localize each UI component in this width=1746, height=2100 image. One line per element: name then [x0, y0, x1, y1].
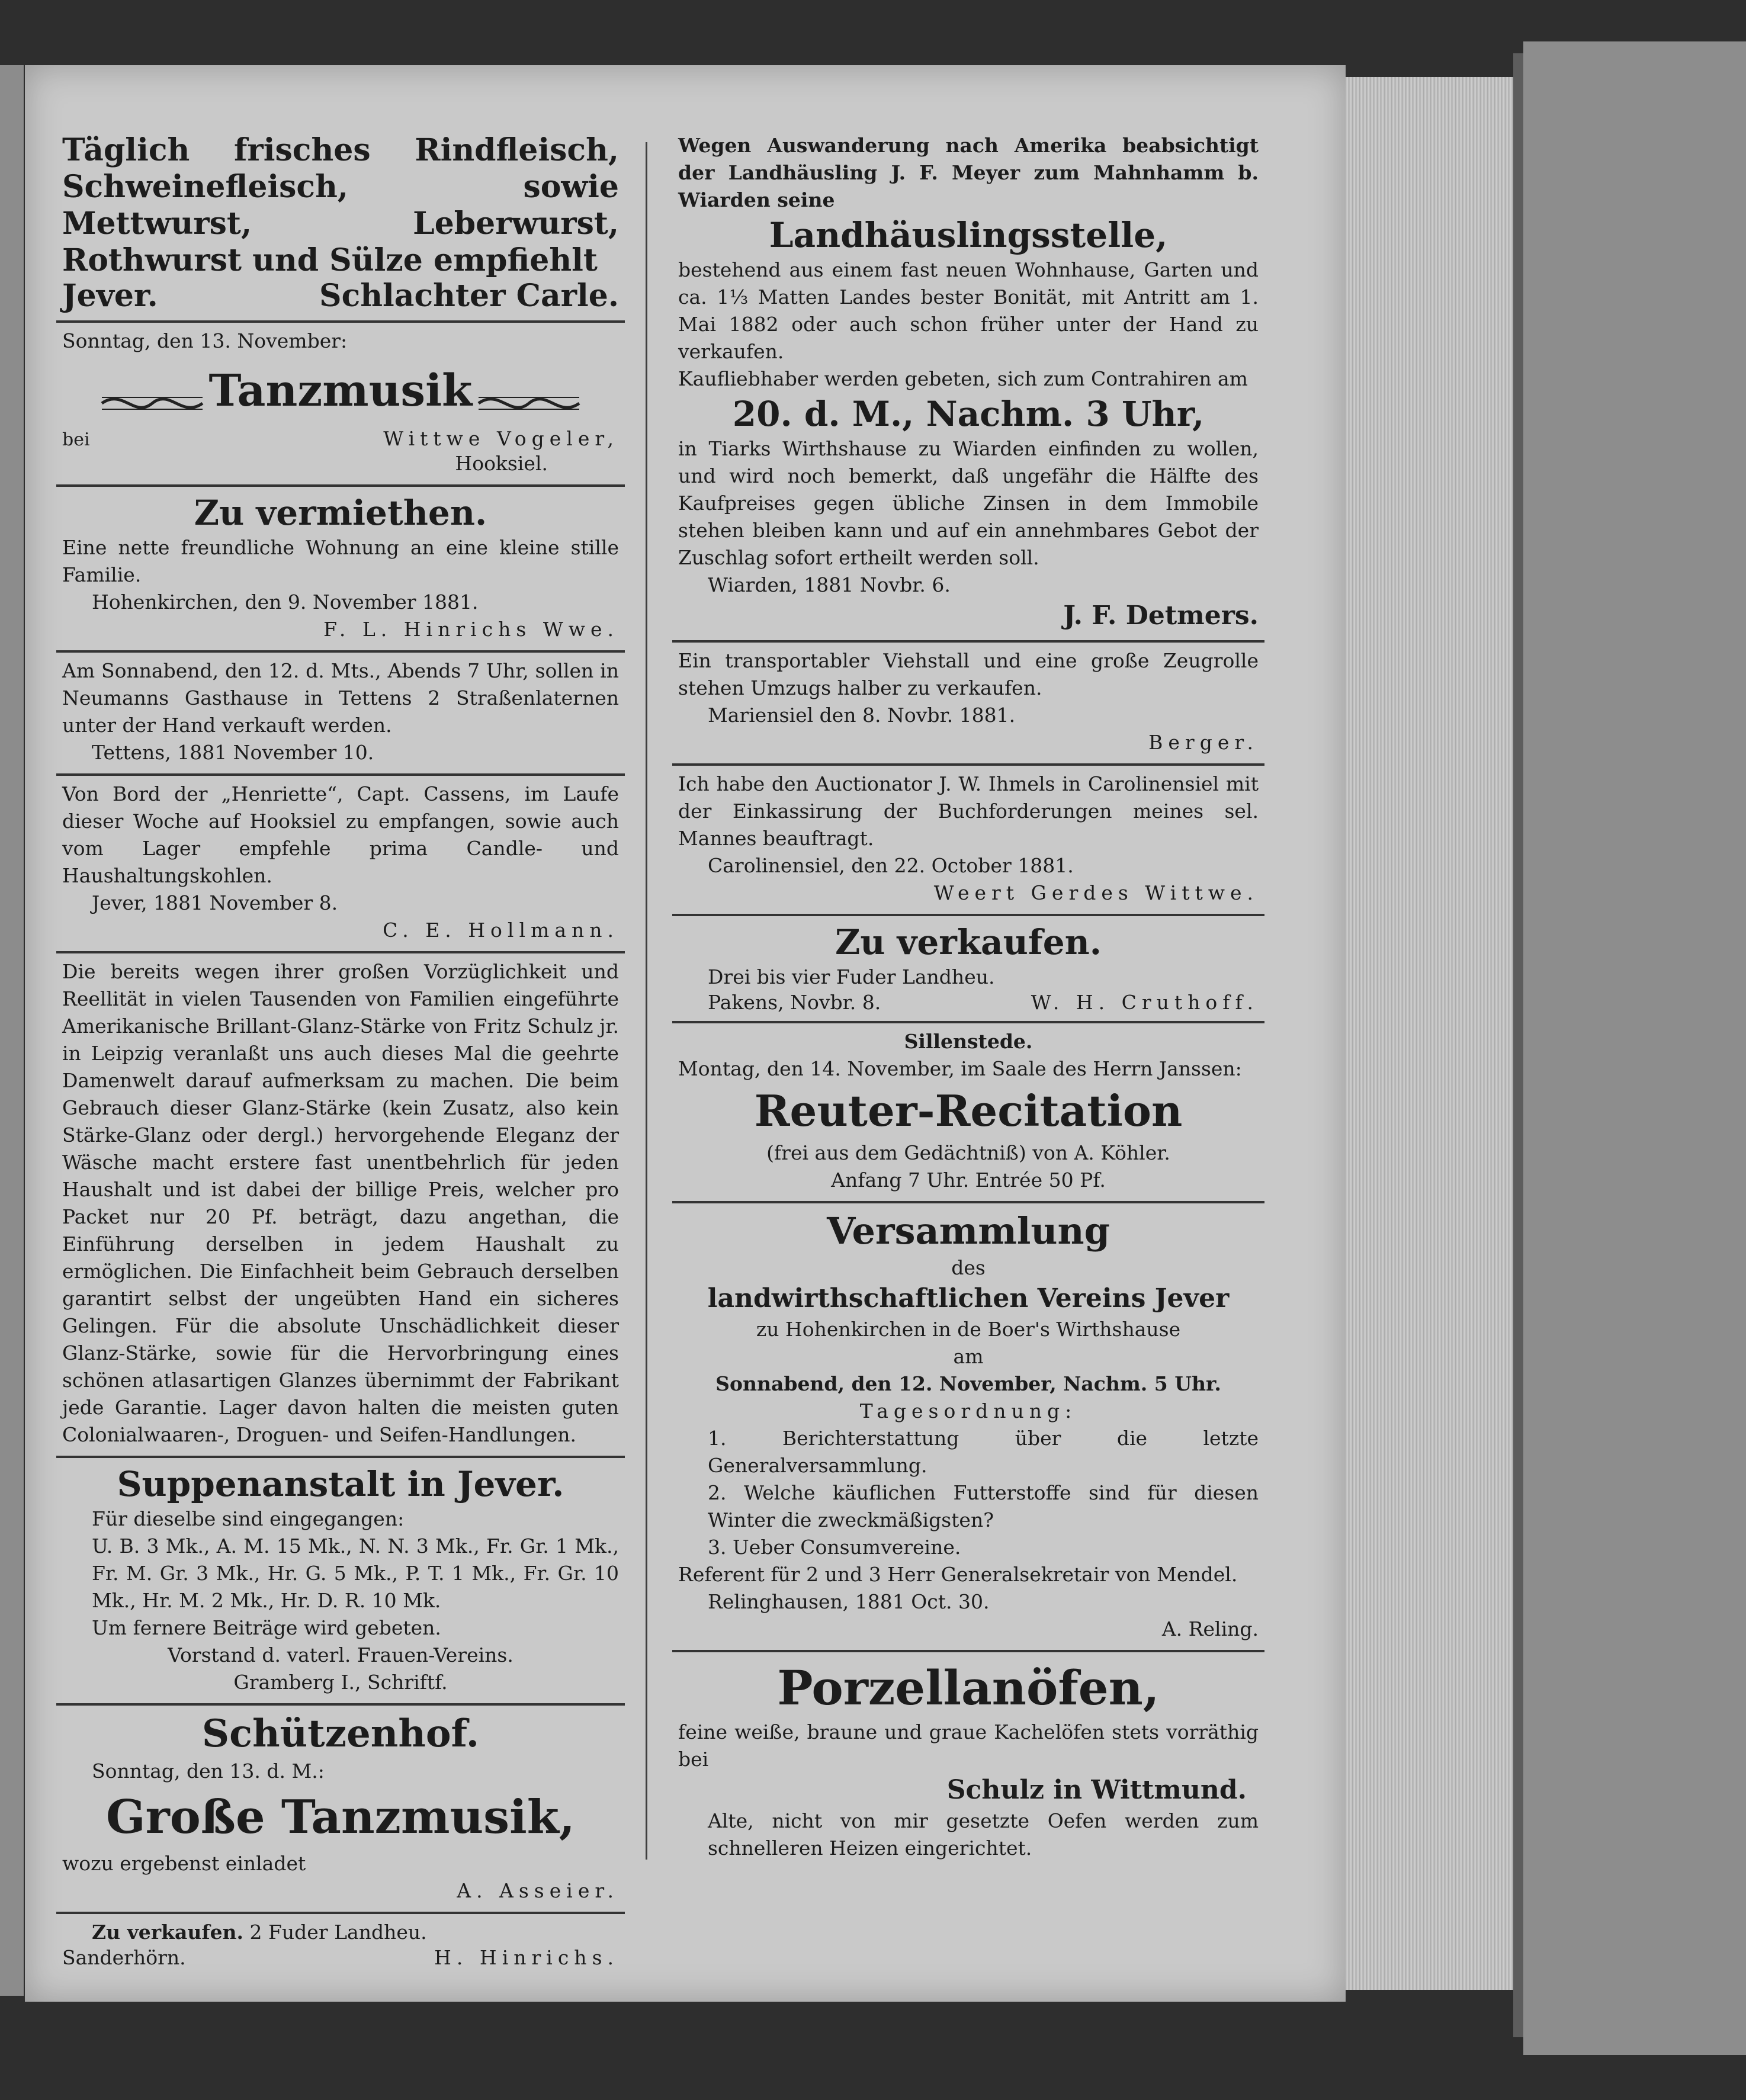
verkaufen-text: Drei bis vier Fuder Landheu.: [708, 965, 995, 988]
versammlung-ort: zu Hohenkirchen in de Boer's Wirthshause: [756, 1318, 1181, 1341]
kohlen-signer: C. E. Hollmann.: [383, 919, 619, 942]
left-column: [56, 127, 625, 1976]
tanz1-place: Hooksiel.: [455, 452, 548, 475]
schuetzenhof-invite: wozu ergebenst einladet: [62, 1852, 306, 1875]
tanz1-title: Tanzmusik: [208, 365, 473, 416]
verkaufen-signer: W. H. Cruthoff.: [1031, 991, 1259, 1014]
schuetzenhof-date: Sonntag, den 13. d. M.:: [92, 1759, 325, 1783]
versammlung-am: am: [953, 1345, 984, 1368]
viehstall-text: Ein transportabler Viehstall und eine große Zeugrolle stehen Umzugs halber zu verkaufen.: [678, 649, 1259, 699]
kohlen-date: Jever, 1881 November 8.: [92, 891, 338, 914]
right-column: [672, 127, 1264, 1869]
auswanderung-date: 20. d. M., Nachm. 3 Uhr,: [732, 394, 1205, 434]
schuetzenhof-event: Große Tanzmusik,: [106, 1790, 575, 1844]
staerke-text: Die bereits wegen ihrer großen Vorzüglichkeit und Reellität in vielen Tausenden von Familien eingeführte Amerikanische Brillant-Glanz-Stärke von Fritz Schulz jr. in Leipzig veranlaßt uns auch dieses Mal die geehrte Damenwelt darauf aufmerksam zu machen. Die beim Gebrauch dieser Glanz-Stärke (kein Zusatz, also kein Stärke-Glanz oder dergl.) hervorgehende Eleganz der Wäsche macht erstere fast unentbehrlich für jeden Haushalt und ist dabei der billige Preis, welcher pro Packet nur 20 Pf. beträgt, dazu angethan, die Einführung derselben in jedem Haushalt zu ermöglichen. Die Einfachheit beim Gebrauch derselben garantirt selbst der ungeübten Hand ein sicheres Gelingen. Für die absolute Unschädlichkeit dieser Glanz-Stärke, sowie für die Hervorbringung eines schönen atlasartigen Glanzes übernimmt der Fabrikant jede Garantie. Lager davon halten die meisten guten Colonialwaaren-, Droguen- und Seifen-Handlungen.: [62, 960, 619, 1446]
ad-landheu-sanderhoern: [56, 1914, 625, 1976]
tanz1-date: Sonntag, den 13. November:: [62, 329, 348, 352]
tanz1-host: Wittwe Vogeler,: [383, 427, 619, 450]
auctionator-text: Ich habe den Auctionator J. W. Ihmels in Carolinensiel mit der Einkassirung der Buchforderungen meines sel. Mannes beauftragt.: [678, 772, 1259, 850]
vermiethen-text: Eine nette freundliche Wohnung an eine kleine stille Familie.: [62, 536, 619, 586]
versammlung-date: Sonnabend, den 12. November, Nachm. 5 Uhr.: [715, 1372, 1221, 1395]
suppe-donations: U. B. 3 Mk., A. M. 15 Mk., N. N. 3 Mk., Fr. Gr. 1 Mk., Fr. M. Gr. 3 Mk., Hr. G. 5 Mk., P. T. 1 Mk., Fr. Gr. 10 Mk., Hr. M. 2 Mk., Hr. D. R. 10 Mk.: [92, 1534, 619, 1612]
viehstall-signer: Berger.: [1148, 731, 1259, 754]
auswanderung-text3: Kaufliebhaber werden gebeten, sich zum Contrahiren am: [678, 367, 1248, 390]
reuter-place: Sillenstede.: [904, 1030, 1033, 1053]
ornament-left-icon: [99, 386, 206, 421]
landheu-place: Sanderhörn.: [62, 1946, 186, 1969]
versammlung-referent: Referent für 2 und 3 Herr Generalsekretair von Mendel.: [678, 1563, 1238, 1586]
book-cover: [1523, 41, 1746, 2055]
porzellan-title: Porzellanöfen,: [777, 1660, 1160, 1716]
ad-viehstall: [672, 643, 1264, 766]
ad-kohlen: [56, 776, 625, 953]
ad-butcher: [56, 127, 625, 323]
versammlung-verein: landwirthschaftlichen Vereins Jever: [707, 1283, 1230, 1314]
auswanderung-place: Wiarden, 1881 Novbr. 6.: [708, 573, 951, 596]
schuetzenhof-signer: A. Asseier.: [457, 1879, 619, 1902]
auswanderung-signer: J. F. Detmers.: [1063, 601, 1259, 631]
porzellan-note: Alte, nicht von mir gesetzte Oefen werden zum schnelleren Heizen eingerichtet.: [708, 1809, 1259, 1860]
ad-reuter-recitation: [672, 1023, 1264, 1203]
suppe-line4: Gramberg I., Schriftf.: [233, 1671, 448, 1694]
viehstall-date: Mariensiel den 8. Novbr. 1881.: [708, 704, 1016, 727]
column-divider: [646, 142, 647, 1860]
auswanderung-text4: in Tiarks Wirthshause zu Wiarden einfinden zu wollen, und wird noch bemerkt, daß ungefähr die Hälfte des Kaufpreises gegen übliche Zinsen in dem Immobile stehen bleiben kann und auf ein annehmbares Gebot der Zuschlag sofort ertheilt werden soll.: [678, 437, 1259, 569]
reuter-title: Reuter-Recitation: [754, 1086, 1183, 1136]
ad-zu-verkaufen-landheu: [672, 916, 1264, 1023]
ad-suppenanstalt: [56, 1458, 625, 1706]
tanz1-bei: bei: [62, 429, 90, 450]
ad-strassenlaternen: [56, 653, 625, 776]
ornament-right-icon: [476, 386, 582, 421]
verkaufen-place: Pakens, Novbr. 8.: [708, 991, 881, 1014]
ad-schuetzenhof: [56, 1706, 625, 1914]
kohlen-text: Von Bord der „Henriette“, Capt. Cassens, im Laufe dieser Woche auf Hooksiel zu empfangen, sowie auch vom Lager empfehle prima Candle- und Haushaltungskohlen.: [62, 782, 619, 887]
butcher-place: Jever.: [62, 278, 158, 314]
verkaufen-title: Zu verkaufen.: [835, 922, 1102, 962]
landheu-lead: Zu verkaufen.: [92, 1921, 244, 1944]
reuter-time: Anfang 7 Uhr. Entrée 50 Pf.: [831, 1168, 1106, 1192]
butcher-text: Täglich frisches Rindfleisch, Schweinefleisch, sowie Mettwurst, Leberwurst, Rothwurst und Sülze empfiehlt: [62, 132, 619, 278]
ad-tanzmusik-vogeler: [56, 323, 625, 487]
auswanderung-text2: bestehend aus einem fast neuen Wohnhause, Garten und ca. 1⅓ Matten Landes bester Bonität, mit Antritt am 1. Mai 1882 oder auch schon früher unter der Hand zu verkaufen.: [678, 258, 1259, 363]
book-page-edges: [1346, 77, 1523, 1990]
porzellan-text: feine weiße, braune und graue Kachelöfen stets vorräthig bei: [678, 1720, 1259, 1771]
suppe-title: Suppenanstalt in Jever.: [117, 1464, 564, 1504]
versammlung-title: Versammlung: [827, 1209, 1110, 1253]
ad-porzellanoefen: [672, 1652, 1264, 1869]
previous-page-edge: [0, 65, 24, 1996]
auctionator-date: Carolinensiel, den 22. October 1881.: [708, 854, 1074, 877]
porzellan-firm: Schulz in Wittmund.: [946, 1775, 1247, 1805]
reuter-sub: (frei aus dem Gedächtniß) von A. Köhler.: [766, 1141, 1170, 1164]
ad-zu-vermiethen: [56, 487, 625, 653]
landheu-text: 2 Fuder Landheu.: [249, 1921, 427, 1944]
auctionator-signer: Weert Gerdes Wittwe.: [933, 881, 1259, 904]
agenda-item: 3. Ueber Consumvereine.: [708, 1536, 961, 1559]
schuetzenhof-title: Schützenhof.: [201, 1712, 480, 1756]
auswanderung-text1: Wegen Auswanderung nach Amerika beabsichtigt der Landhäusling J. F. Meyer zum Mahnhamm b. Wiarden seine: [678, 134, 1259, 211]
auswanderung-title: Landhäuslingsstelle,: [769, 215, 1168, 255]
versammlung-des: des: [951, 1256, 986, 1279]
versammlung-date2: Relinghausen, 1881 Oct. 30.: [708, 1590, 990, 1613]
ad-versammlung: [672, 1203, 1264, 1652]
ad-landhaeuslingsstelle: [672, 127, 1264, 643]
versammlung-signer: A. Reling.: [1161, 1617, 1259, 1640]
ad-glanzstaerke: [56, 953, 625, 1458]
laternen-text: Am Sonnabend, den 12. d. Mts., Abends 7 Uhr, sollen in Neumanns Gasthause in Tettens 2 Straßenlaternen unter der Hand verkauft werden.: [62, 659, 619, 737]
vermiethen-date: Hohenkirchen, den 9. November 1881.: [92, 590, 479, 614]
butcher-name: Schlachter Carle.: [319, 278, 619, 314]
ad-auctionator: [672, 766, 1264, 916]
vermiethen-signer: F. L. Hinrichs Wwe.: [323, 618, 619, 641]
agenda-item: 2. Welche käuflichen Futterstoffe sind für diesen Winter die zweckmäßigsten?: [708, 1481, 1259, 1531]
suppe-line2: Um fernere Beiträge wird gebeten.: [92, 1616, 441, 1639]
suppe-line1: Für dieselbe sind eingegangen:: [92, 1507, 405, 1530]
reuter-text: Montag, den 14. November, im Saale des Herrn Janssen:: [678, 1057, 1242, 1080]
suppe-line3: Vorstand d. vaterl. Frauen-Vereins.: [168, 1643, 513, 1666]
versammlung-agenda-title: Tagesordnung:: [859, 1399, 1077, 1423]
laternen-date: Tettens, 1881 November 10.: [92, 741, 374, 764]
vermiethen-title: Zu vermiethen.: [194, 493, 487, 533]
landheu-signer: H. Hinrichs.: [434, 1946, 619, 1969]
agenda-item: 1. Berichterstattung über die letzte Generalversammlung.: [708, 1427, 1259, 1477]
